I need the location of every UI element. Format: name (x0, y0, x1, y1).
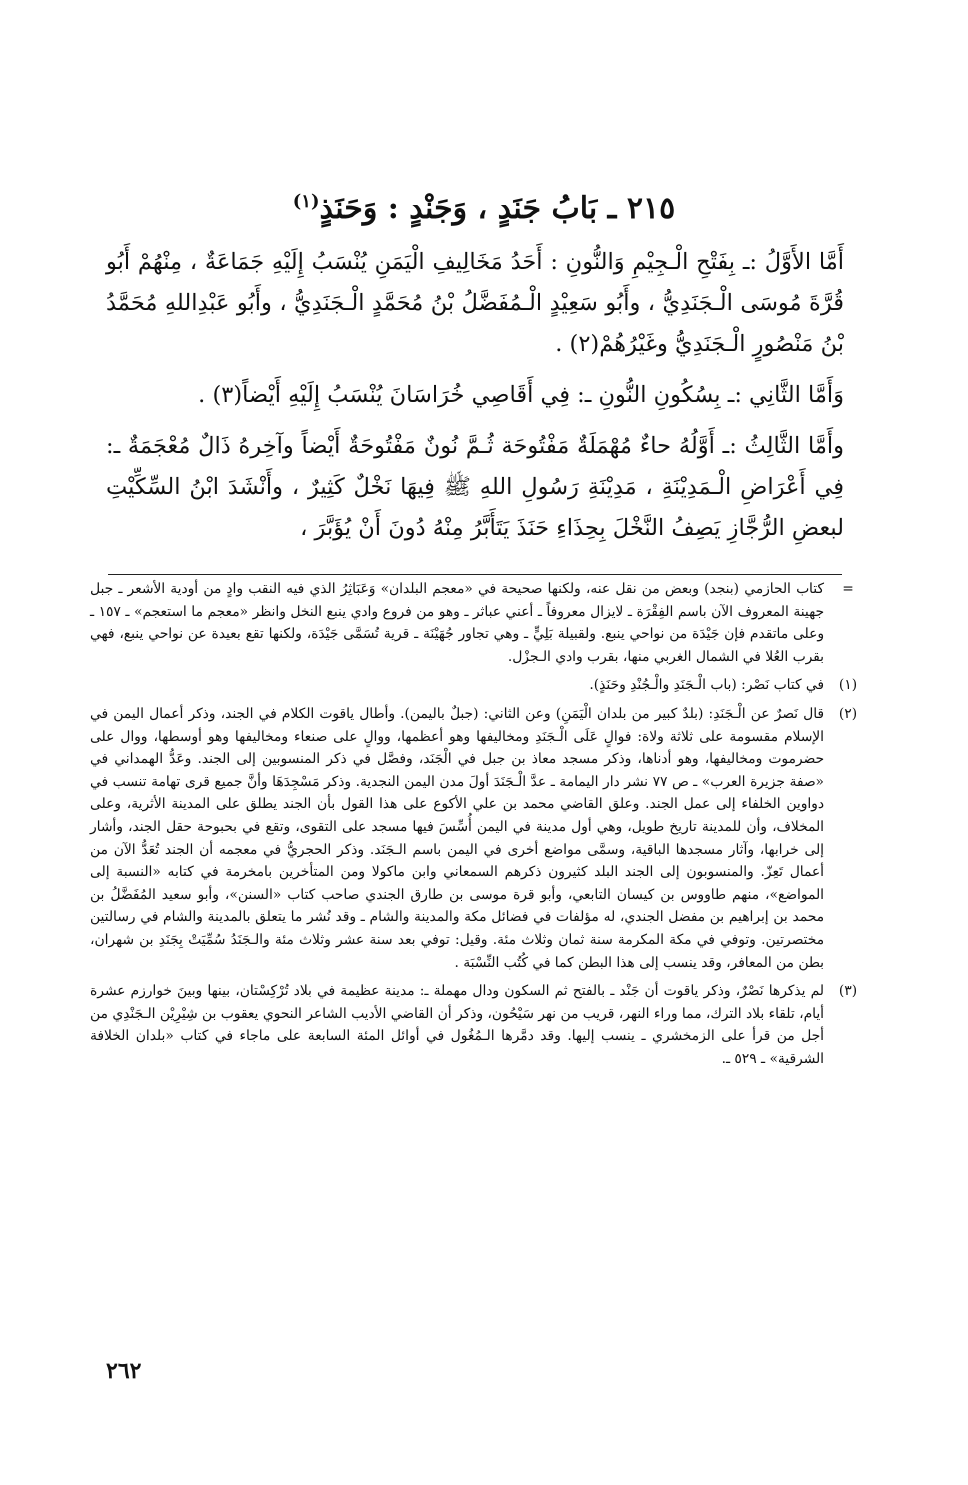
footnote-marker: (٣) (838, 983, 858, 1000)
entry-title (0, 182, 968, 229)
footnote-text: كتاب الحازمي (بنجد) وبعض من نقل عنه، ولكنها صحيحة في «معجم البلدان» وَعَبَاثِرُ الذي فيه النقب وادٍ من أودية الأشعر ـ جبل جهينة المعروف الآن باسم الفِقْرَة ـ لايزال معروفاً ـ أعني عباثر ـ وهو من فروع وادي ينبع النخل وانظر «معجم ما استعجم» ـ ١٥٧ ـ وعلى ماتقدم فإن جَيْدَة من نواحي ينبع. ولقبيلة بَلِيٍّ ـ وهي تجاور جُهَيْنَة ـ قرية تُسَمَّى جَيْدَة، ولكنها تقع بعيدة عن نواحي ينبع، فهي بقرب العُلا في الشمال الغربي منها، بقرب وادي الـجزْل. (90, 581, 824, 665)
footnote-text: في كتاب نَصْر: (باب الْـجَنَدِ والْـجُنْدِ وحَنَذٍ). (589, 677, 824, 694)
entry-number: ٢١٥ (626, 191, 676, 226)
footnote-3 (90, 980, 858, 1070)
paragraph-second: وَأَمَّا الثَّانِي :ـ بِسُكُونِ النُّونِ ـ: فِي أَقَاصِي خُرَاسَانَ يُنْسَبُ إِلَيْهِ أَيْضاً(٣) . (198, 382, 844, 408)
entry-heading: ـ بَابُ جَنَدٍ ، وَجَنْدٍ : وَحَنَذٍ (319, 191, 617, 226)
main-text (106, 242, 844, 549)
paragraph-third: وأَمَّا الثَّالِثُ :ـ أَوَّلُهُ حاءٌ مُهْمَلَةٌ مَفْتُوحَة ثُـمَّ نُونٌ مَفْتُوحَةٌ أَيْضاً وآخِرهُ ذَالٌ مُعْجَمَةٌ ـ: فِي أَعْرَاضِ الْـمَدِيْنَةِ ، مَدِيْنَةِ رَسُولِ اللهِ ﷺ فِيهَا نَخْلٌ كَثِيرٌ ، وأَنْشَدَ ابْنُ السِّكِّيْتِ لبعضِ الرُّجَّازِ يَصِفُ النَّخْلَ بِحِذَاءِ حَنَذَ يَتَأَبَّرُ مِنْهُ دُونَ أَنْ يُؤَبَّرَ ، (106, 433, 844, 541)
footnote-marker: (١) (838, 677, 858, 694)
footnote-marker: (٢) (838, 705, 858, 722)
footnote-text: لم يذكرها نَصْرٌ، وذكر ياقوت أن جَنْد ـ بالفتح ثم السكون ودال مهملة ـ: مدينة عظيمة في بلاد تُرْكِسْتان، بينها وبينَ خوارزم عشرة أيام، تلقاء بلاد الترك، مما وراء النهر، قريب من نهر سَيْحُون، وذكر أن القاضي الأديب الشاعر النحوي يعقوب بن شِيْرِيْن الـجَنْدِي من أجل من قرأ على الزمخشري ـ ينسب إليها. وقد دمَّرها الـمُغُول في أوائل المئة السابعة على ماجاء في كتاب «بلدان الخلافة الشرقية» ـ ٥٢٩ ـ. (90, 983, 824, 1067)
footnote-1 (90, 674, 858, 697)
paragraph-first: أَمَّا الأَوَّلُ :ـ بِفَتْحِ الْـجِيْمِ وَالنُّونِ : أَحَدُ مَخَالِيفِ الْيَمَنِ يُنْسَبُ إِلَيْهِ جَمَاعَةٌ ، مِنْهُمْ أَبُو قُرَّةَ مُوسَى الْـجَنَدِيُّ ، وأَبُو سَعِيْدٍ الْـمُفَضَّلُ بْنُ مُحَمَّدٍ الْـجَنَدِيُّ ، وأَبُو عَبْدِاللهِ مُحَمَّدُ بْنُ مَنْصُورٍ الْـجَنَدِيُّ وغَيْرُهُمْ(٢) . (106, 249, 844, 357)
footnote-continued (90, 578, 854, 668)
footnotes (90, 578, 858, 1070)
footnote-2 (90, 703, 858, 974)
footnote-divider (108, 574, 842, 575)
footnote-marker: = (842, 581, 854, 597)
footnote-text: قال نَصرٌ عن الْـجَنَدِ: (بلدٌ كبير من بلدان الْيَمَنِ) وعن الثاني: (جبلٌ باليمن). وأطال ياقوت الكلام في الجند، وذكر أعمال اليمن في الإسلام مقسومة على ثلاثة ولاة: فوالٍ عَلَى الْـجَنَدِ ومخاليفها وهو أعظمها، ووالٍ على صنعاء ومخاليفها وهو أوسطها، ووال على حضرموت ومخاليفها، وهو أدناها، وذكر مسجد معاذ بن جبل في الْجَنَد، وفصَّل في ذكر المنسوبين إلى الجند. وعَدُّ الهمداني في «صفة جزيرة العرب» ـ ص ٧٧ نشر دار اليمامة ـ عدَّ الْـجَنَدَ أولَ مدن اليمن النجدية. وذكر مَسْجِدَهَا وأنَّ جميع قرى تهامة تنسب في دواوين الخلفاء إلى عمل الجند. وعلق القاضي محمد بن علي الأكوع على هذا القول بأن الجند يطلق على المدينة الأثرية، وعلى المخلاف، وأن للمدينة تاريخ طويل، وهي أول مدينة في اليمن أُسِّسَ فيها مسجد على التقوى، وتقع في بحبوحة حقل الجند، وأشار إلى خرابها، وآثار مسجدها الباقية، وسمَّى مواضع أخرى في اليمن باسم الـجَنَد. وذكر الحجريُّ في معجمه أن الجند تُعَدُّ الآن من أعمال تَعِزّ. والمنسوبون إلى الجند البلد كثيرون ذكرهم السمعاني وابن ماكولا ومن المتأخرين بامخرمة في كتابه «النسبة إلى المواضع»، منهم طاووس بن كيسان التابعي، وأبو قرة موسى بن طارق الجندي صاحب كتاب «السنن»، وأبو سعيد المُفَضَّلُ بن محمد بن إبراهيم بن مفضل الجندي، له مؤلفات في فضائل مكة والمدينة والشام ـ وقد نُشر ما يتعلق بالمدينة والشام في رسالتين مختصرتين. وتوفي في مكة المكرمة سنة ثمان وثلاث مئة. وقيل: توفي بعد سنة عشر وثلاث مئة والـجَنَدُ سُمِّيَتْ بِجَنَدِ بن شهران، بطن من المعافر، وقد ينسب إلى هذا البطن كما في كُتُب النِّسْبَة . (90, 705, 825, 971)
page-number: ٢٦٢ (106, 1358, 142, 1384)
title-footnote-ref: (١) (292, 191, 320, 212)
